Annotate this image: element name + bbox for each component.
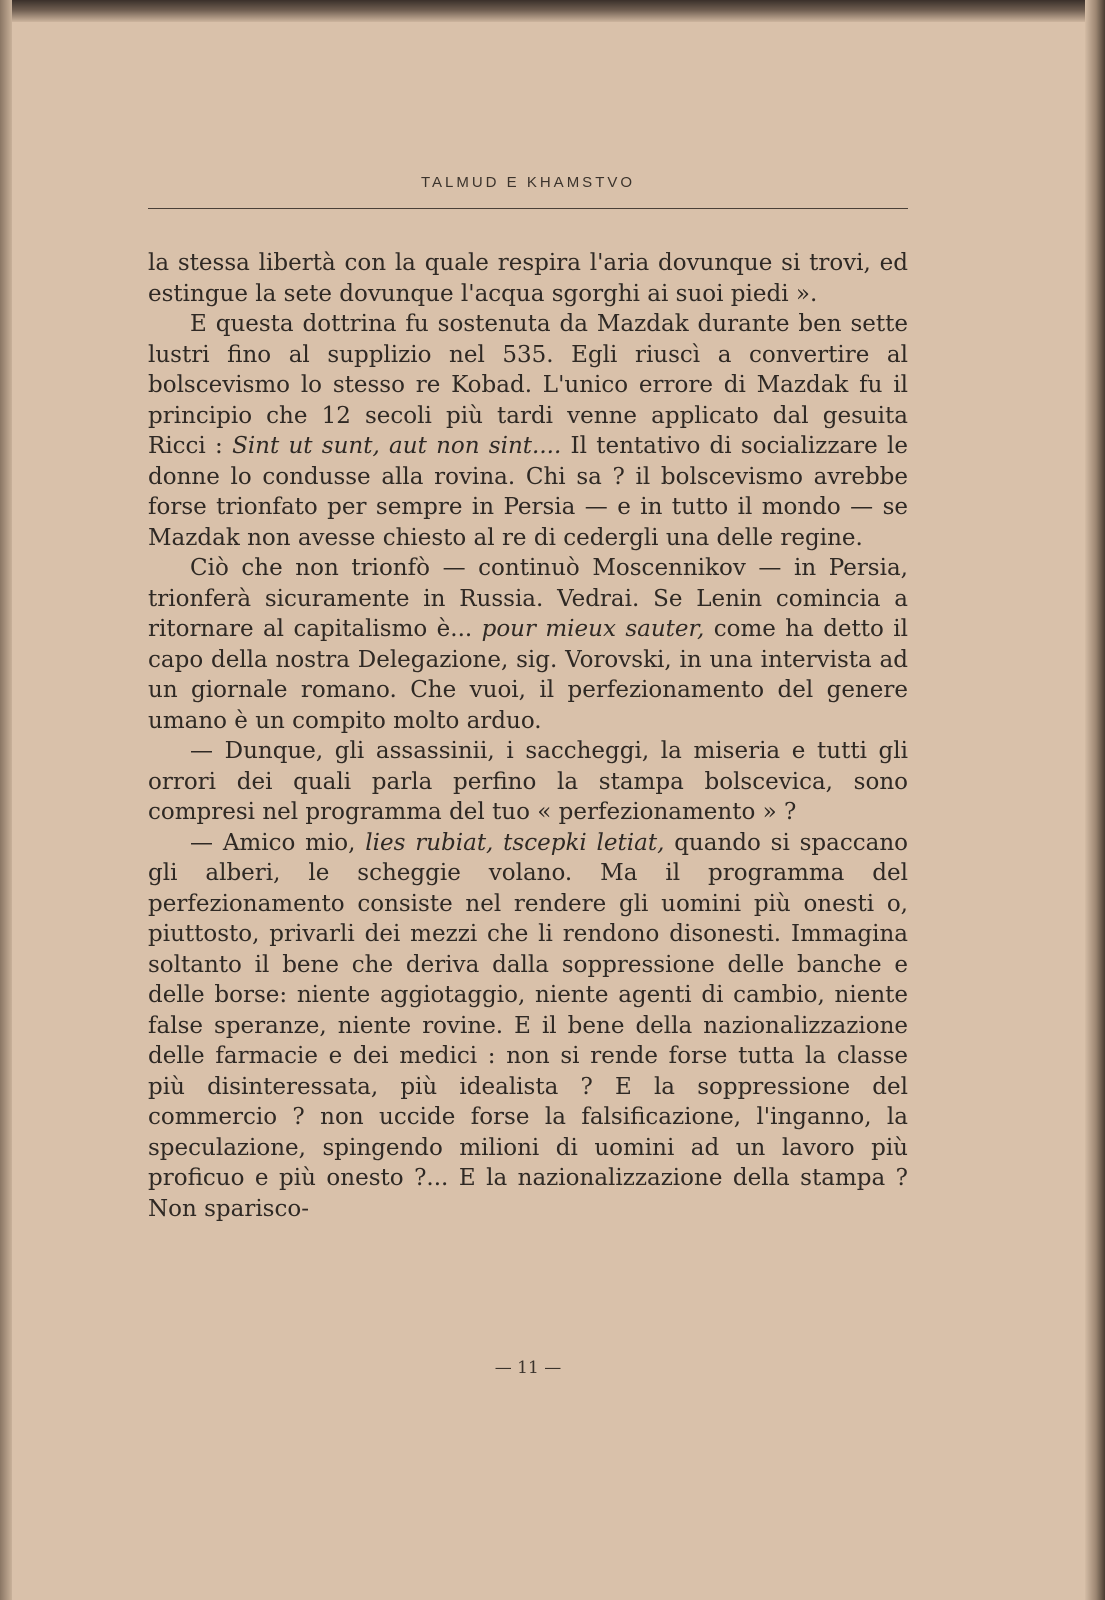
- text-run: Ciò che non trionfò — continuò Moscennikov — in Persia, trionferà sicuramente in Russia. Vedrai. Se Lenin comincia a ritornare al capitalismo è...: [148, 555, 908, 642]
- text-run: Il tentativo di socializzare le donne lo condusse alla rovina. Chi sa ? il bolscevismo avrebbe forse trionfato per sempre in Persia — e in tutto il mondo — se Mazdak non avesse chiesto al re di cedergli una delle regine.: [148, 433, 908, 551]
- header-rule: [148, 208, 908, 209]
- italic-phrase: pour mieux sauter,: [481, 616, 705, 642]
- body-text: [148, 248, 908, 1224]
- italic-phrase: lies rubiat, tscepki letiat,: [365, 829, 665, 856]
- text-run: quando si spaccano gli alberi, le scheggie volano. Ma il programma del perfezionamento consiste nel rendere gli uomini più onesti o, piuttosto, privarli dei mezzi che li rendono disonesti. Immagina soltanto il bene che deriva dalla soppressione delle banche e delle borse: niente aggiotaggio, niente agenti di cambio, niente false speranze, niente rovine. E il bene della nazionalizzazione delle farmacie e dei medici : non si rende forse tutta la classe più disinteressata, più idealista ? E la soppressione del commercio ? non uccide forse la falsificazione, l'inganno, la speculazione, spingendo milioni di uomini ad un lavoro più proficuo e più onesto ?... E la nazionalizzazione della stampa ? Non sparisco-: [148, 829, 908, 1222]
- page-number: — 11 —: [494, 1358, 562, 1378]
- running-head: TALMUD E KHAMSTVO: [420, 174, 636, 191]
- page-right-edge: [1085, 0, 1105, 1600]
- paragraph: [148, 309, 908, 553]
- text-run: E questa dottrina fu sostenuta da Mazdak durante ben sette lustri fino al supplizio nel 535. Egli riuscì a convertire al bolscevismo lo stesso re Kobad. L'unico errore di Mazdak fu il principio che 12 secoli più tardi venne applicato dal gesuita Ricci :: [148, 311, 908, 459]
- paragraph: [148, 828, 908, 1225]
- italic-phrase: Sint ut sunt, aut non sint....: [232, 433, 562, 459]
- page-left-edge: [0, 0, 12, 1600]
- text-run: la stessa libertà con la quale respira l'aria dovunque si trovi, ed estingue la sete dovunque l'acqua sgorghi ai suoi piedi ».: [148, 250, 908, 307]
- text-run: — Dunque, gli assassinii, i saccheggi, la miseria e tutti gli orrori dei quali parla perfino la stampa bolscevica, sono compresi nel programma del tuo « perfezionamento » ?: [148, 738, 908, 825]
- paragraph: [148, 248, 908, 309]
- text-run: come ha detto il capo della nostra Delegazione, sig. Vorovski, in una intervista ad un giornale romano. Che vuoi, il perfezionamento del genere umano è un compito molto arduo.: [148, 616, 908, 734]
- page-top-edge: [0, 0, 1105, 22]
- paragraph: [148, 736, 908, 828]
- text-run: — Amico mio,: [190, 829, 366, 856]
- paragraph: [148, 553, 908, 736]
